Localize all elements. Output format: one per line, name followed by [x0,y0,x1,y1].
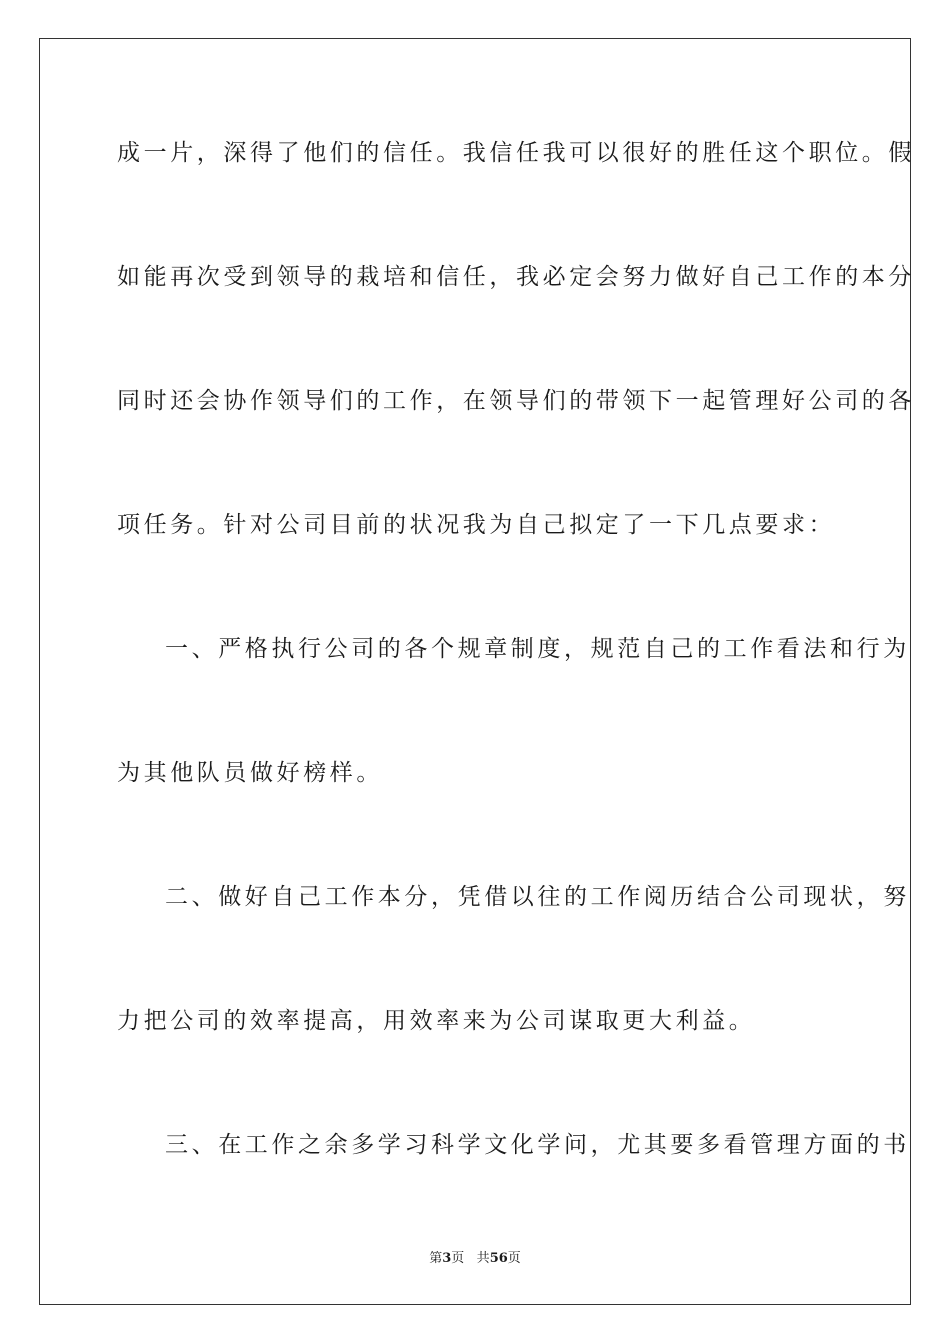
text-line-2: 如能再次受到领导的栽培和信任，我必定会努力做好自己工作的本分 [117,264,915,290]
page-footer [0,1247,950,1266]
text-line-7: 二、做好自己工作本分，凭借以往的工作阅历结合公司现状，努 [165,884,910,910]
text-line-9: 三、在工作之余多学习科学文化学问，尤其要多看管理方面的书 [165,1132,910,1158]
text-line-5: 一、严格执行公司的各个规章制度，规范自己的工作看法和行为 [165,636,910,662]
text-line-3: 同时还会协作领导们的工作，在领导们的带领下一起管理好公司的各 [117,388,915,414]
page-suffix: 页 [451,1251,465,1266]
text-line-6: 为其他队员做好榜样。 [117,760,383,786]
total-pages: 56 [489,1251,508,1266]
page-prefix: 第 [429,1251,443,1266]
text-line-8: 力把公司的效率提高，用效率来为公司谋取更大利益。 [117,1008,756,1034]
document-body [117,127,915,1243]
total-prefix: 共 [476,1251,490,1266]
text-line-1: 成一片，深得了他们的信任。我信任我可以很好的胜任这个职位。假 [117,140,915,166]
page-number: 3 [442,1251,452,1266]
total-suffix: 页 [507,1251,521,1266]
text-line-4: 项任务。针对公司目前的状况我为自己拟定了一下几点要求： [117,512,836,538]
